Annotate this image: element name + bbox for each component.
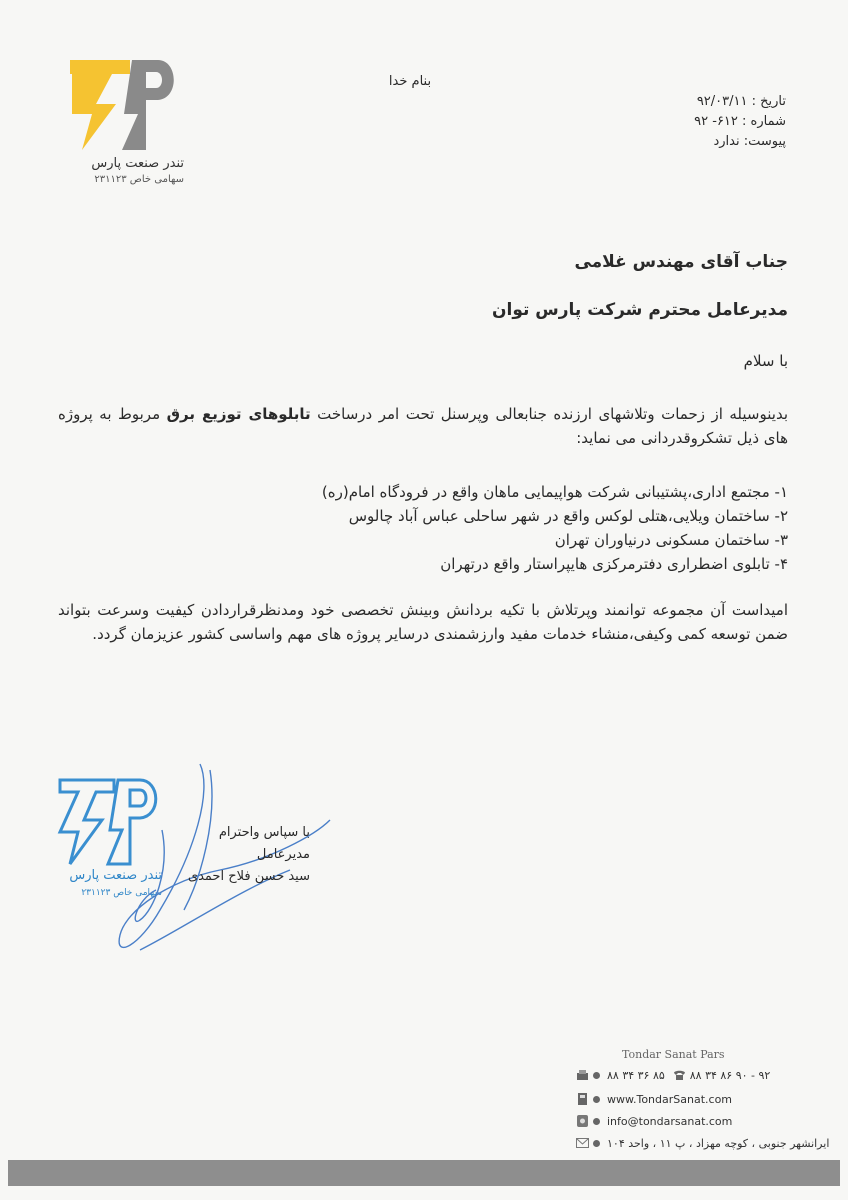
signer-name: سید حسن فلاح احمدی [187,869,310,884]
letter-date: تاریخ : ۹۲/۰۳/۱۱ [696,94,786,109]
project-item: ۴- تابلوی اضطراری دفترمرکزی هایپراستار واقع درتهران [440,555,788,573]
letter-meta [606,92,786,152]
footer-phone-2: ۸۸ ۳۴ ۸۶ ۹۰ - ۹۲ [689,1068,771,1082]
company-logo [66,58,186,185]
intro-text-end: مربوط به پروژه های ذیل تشکروقدردانی می نماید: [58,405,788,447]
footer-website-row [576,1090,732,1108]
project-item: ۲- ساختمان ویلایی،هتلی لوکس واقع در شهر ساحلی عباس آباد چالوس [348,507,788,525]
letter-attachment: پیوست: ندارد [713,134,786,149]
fax-icon [576,1069,589,1081]
bullet-icon [593,1096,600,1103]
project-item: ۱- مجتمع اداری،پشتیبانی شرکت هواپیمایی ماهان واقع در فرودگاه امام(ره) [321,483,788,501]
intro-bold-text: تابلوهای توزیع برق [166,405,311,423]
footer-website: www.TondarSanat.com [607,1092,733,1106]
project-item: ۳- ساختمان مسکونی درنیاوران تهران [554,531,788,549]
footer-phone-row [576,1066,770,1084]
intro-text: بدینوسیله از زحمات وتلاشهای ارزنده جنابعالی وپرسنل تحت امر درساخت [310,405,788,423]
recipient-name: جناب آقای مهندس غلامی [574,252,788,272]
website-icon [576,1093,589,1105]
phone-icon [673,1069,686,1081]
email-icon [576,1115,589,1127]
bullet-icon [593,1072,600,1079]
footer-phone-1: ۸۸ ۳۴ ۳۶ ۸۵ [607,1068,665,1082]
footer-band [8,1160,840,1186]
intro-paragraph [58,402,788,450]
letter-number: شماره : ۶۱۲- ۹۲ [694,114,786,129]
footer-company-name: Tondar Sanat Pars [622,1048,725,1061]
footer-email: info@tondarsanat.com [607,1114,733,1128]
logo-mark-icon [66,58,186,154]
signer-title: مدیرعامل [256,847,310,862]
project-list [88,480,788,576]
greeting: با سلام [743,352,788,370]
signature-block [160,822,310,888]
signature-regards: با سپاس واحترام [218,825,310,840]
recipient-title: مدیرعامل محترم شرکت پارس توان [492,300,788,320]
logo-company-name: تندر صنعت پارس [91,156,184,171]
bismillah: بنام خدا [388,74,432,89]
bullet-icon [593,1140,600,1147]
footer-email-row [576,1112,732,1130]
footer-address-row [576,1134,829,1152]
stamp-company-name: تندر صنعت پارس [69,868,162,883]
mail-envelope-icon [576,1137,589,1149]
logo-registration: سهامی خاص ۲۳۱۱۲۳ [94,174,184,185]
stamp-registration: سهامی خاص ۲۳۱۱۲۳ [81,888,162,898]
bullet-icon [593,1118,600,1125]
closing-paragraph: امیداست آن مجموعه توانمند وپرتلاش با تکیه بردانش وبینش تخصصی خود ومدنظرقراردادن کیفیت وسرعت بتواند ضمن توسعه کمی وکیفی،منشاء خدمات مفید وارزشمندی درسایر پروژه های مهم واساسی کشور عزیزمان گردد. [58,601,788,643]
footer-address: ایرانشهر جنوبی ، کوچه مهزاد ، پ ۱۱ ، واحد ۱۰۴ [607,1136,830,1150]
